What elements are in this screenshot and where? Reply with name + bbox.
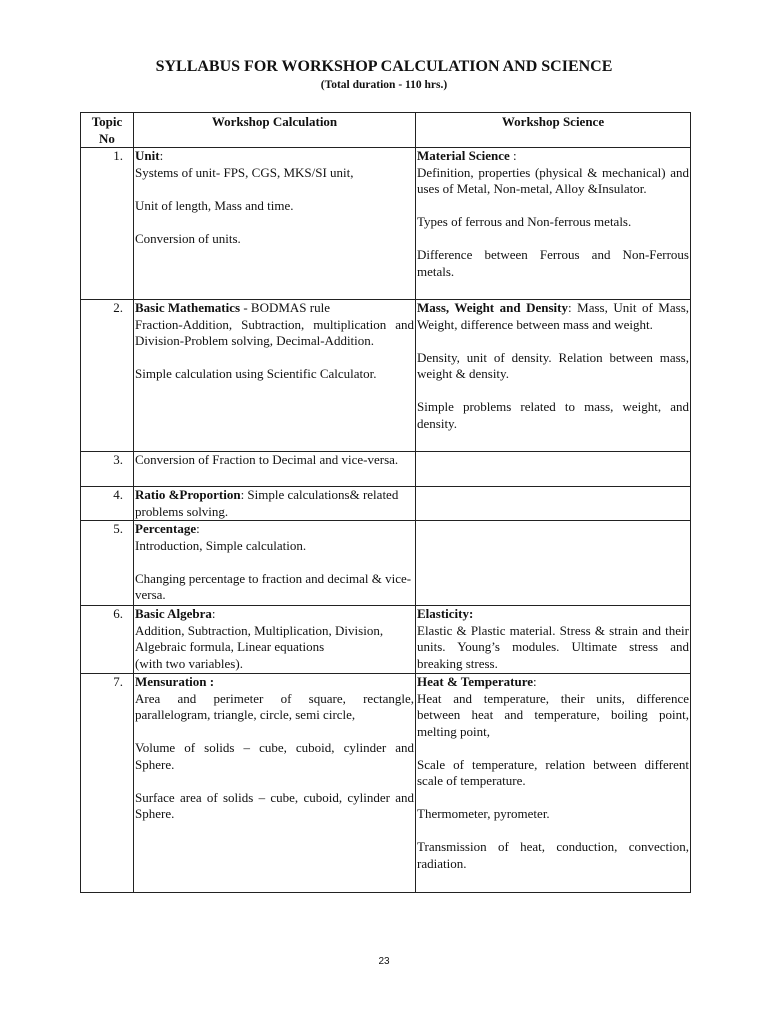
- topic-number: 3.: [81, 452, 134, 487]
- table-row: [81, 452, 691, 487]
- page-title: SYLLABUS FOR WORKSHOP CALCULATION AND SCIENCE: [155, 58, 613, 75]
- header-workshop-calculation: Workshop Calculation: [134, 113, 416, 148]
- calculation-cell: Percentage: Introduction, Simple calculation. Changing percentage to fraction and decimal & vice-versa.: [134, 521, 416, 606]
- science-cell: Material Science : Definition, properties (physical & mechanical) and uses of Metal, Non-metal, Alloy &Insulator. Types of ferrous and Non-ferrous metals. Difference between Ferrous and Non-Ferrous metals.: [416, 148, 691, 300]
- topic-number: 2.: [81, 300, 134, 452]
- table-row: [81, 674, 691, 893]
- page-number: 23: [378, 956, 390, 967]
- topic-number: 1.: [81, 148, 134, 300]
- table-row: [81, 300, 691, 452]
- science-cell: [416, 487, 691, 521]
- calculation-cell: Mensuration : Area and perimeter of square, rectangle, parallelogram, triangle, circle, semi circle, Volume of solids – cube, cuboid, cylinder and Sphere. Surface area of solids – cube, cuboid, cylinder and Sphere.: [134, 674, 416, 893]
- table-row: [81, 521, 691, 606]
- calculation-cell: Ratio &Proportion: Simple calculations& related problems solving.: [134, 487, 416, 521]
- science-cell: [416, 452, 691, 487]
- table-header-row: [81, 113, 691, 148]
- header-workshop-science: Workshop Science: [416, 113, 691, 148]
- table-row: [81, 606, 691, 674]
- calculation-cell: Unit: Systems of unit- FPS, CGS, MKS/SI unit, Unit of length, Mass and time. Conversion of units.: [134, 148, 416, 300]
- syllabus-table: [80, 112, 691, 893]
- table-row: [81, 148, 691, 300]
- page-subtitle: (Total duration - 110 hrs.): [320, 79, 448, 91]
- calculation-cell: Basic Mathematics - BODMAS rule Fraction-Addition, Subtraction, multiplication and Division-Problem solving, Decimal-Addition. Simple calculation using Scientific Calculator.: [134, 300, 416, 452]
- topic-number: 7.: [81, 674, 134, 893]
- topic-number: 5.: [81, 521, 134, 606]
- calculation-cell: Basic Algebra: Addition, Subtraction, Multiplication, Division, Algebraic formula, Linear equations (with two variables).: [134, 606, 416, 674]
- science-cell: Elasticity: Elastic & Plastic material. Stress & strain and their units. Young’s modules. Ultimate stress and breaking stress.: [416, 606, 691, 674]
- topic-number: 6.: [81, 606, 134, 674]
- science-cell: Heat & Temperature: Heat and temperature, their units, difference between heat and temperature, boiling point, melting point, Scale of temperature, relation between different scale of temperature. Thermometer, pyrometer. Transmission of heat, conduction, convection, radiation.: [416, 674, 691, 893]
- science-cell: [416, 521, 691, 606]
- calculation-cell: Conversion of Fraction to Decimal and vice-versa.: [134, 452, 416, 487]
- topic-number: 4.: [81, 487, 134, 521]
- science-cell: Mass, Weight and Density: Mass, Unit of Mass, Weight, difference between mass and weight. Density, unit of density. Relation between mass, weight & density. Simple problems related to mass, weight, and density.: [416, 300, 691, 452]
- header-topic-no: Topic No: [81, 113, 134, 148]
- table-row: [81, 487, 691, 521]
